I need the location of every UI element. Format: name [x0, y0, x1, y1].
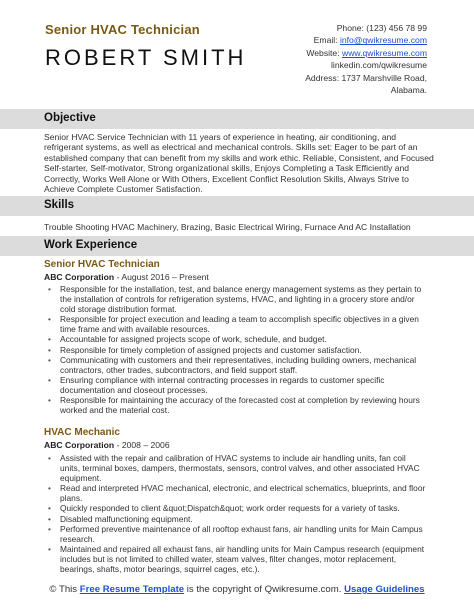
footer-middle: is the copyright of Qwikresume.com. — [184, 584, 345, 595]
objective-band — [0, 109, 474, 129]
list-item: • Maintained and repaired all exhaust fans, air handling units for Main Campus research (equipment includes but is not limited to chilled water, steam valves, filter changes, motor replacement, bearings, shafts, motor bearings, squirrel cages, etc.). — [48, 544, 428, 574]
job-1-title: Senior HVAC Technician — [44, 259, 160, 270]
list-item: • Assisted with the repair and calibration of HVAC systems to include air handling units, fan coil units, terminal boxes, dampers, thermostats, sensors, control valves, and other associated HVAC equipment. — [48, 453, 428, 483]
website-line — [197, 47, 427, 59]
linkedin-line: linkedin.com/qwikresume — [331, 60, 427, 71]
job-2-company: ABC Corporation — [44, 440, 115, 450]
job-1-duties — [48, 284, 428, 415]
job-1-company: ABC Corporation — [44, 272, 115, 282]
work-experience-heading: Work Experience — [44, 239, 138, 251]
footer-prefix: © This — [49, 584, 80, 595]
job-2-dates: - 2008 – 2006 — [114, 440, 170, 450]
skills-band — [0, 196, 474, 216]
website-label: Website: — [306, 47, 342, 58]
list-item: • Communicating with customers and their representatives, including building owners, mechanical contractors, other trades, subcontractors, and field support staff. — [48, 355, 428, 375]
website-link[interactable]: www.qwikresume.com — [341, 47, 427, 58]
list-item: • Quickly responded to client &quot;Dispatch&quot; work order requests for a variety of tasks. — [48, 503, 428, 513]
objective-text: Senior HVAC Service Technician with 11 years of experience in heating, air conditioning, and refrigerant systems, as well as electrical and mechanical controls. Skills set: Eager to be part of an established company that can benefit from my skills and work ethic. Reliable, Consistent, and Focused Self-starter, Self-motivator, Strong organizational skills, Enjoys Completing a Task Efficiently and Correctly, Works Well Alone or With Others, Excellent Conflict Resolution Skills, Always Strive to Achieve Complete Customer Satisfaction. — [44, 132, 434, 195]
list-item: • Responsible for maintaining the accuracy of the forecasted cost at completion by reviewing hours worked and the material cost. — [48, 395, 428, 415]
address-line-2: Alabama. — [390, 85, 427, 96]
free-resume-template-link[interactable]: Free Resume Template — [79, 584, 185, 595]
contact-block — [197, 22, 427, 96]
list-item: • Accountable for assigned projects scope of work, schedule, and budget. — [48, 334, 428, 344]
email-line — [197, 34, 427, 46]
objective-heading: Objective — [44, 112, 96, 124]
list-item: • Read and interpreted HVAC mechanical, electronic, and electrical schematics, blueprints, and floor plans. — [48, 483, 428, 503]
email-link[interactable]: info@qwikresume.com — [339, 35, 427, 46]
address-line-1: Address: 1737 Marshville Road, — [305, 72, 427, 83]
job-1-company-line — [44, 272, 209, 282]
list-item: • Ensuring compliance with internal contracting processes in regards to customer specific documentation and closeout processes. — [48, 375, 428, 395]
job-2-title: HVAC Mechanic — [44, 427, 120, 438]
list-item: • Performed preventive maintenance of all rooftop exhaust fans, air handling units for Main Campus research. — [48, 524, 428, 544]
copyright-footer — [0, 584, 474, 596]
list-item: • Responsible for project execution and leading a team to accomplish specific objectives in a given time frame and with available resources. — [48, 314, 428, 334]
job-2-company-line — [44, 440, 170, 450]
job-1-dates: - August 2016 – Present — [114, 272, 209, 282]
job-title: Senior HVAC Technician — [45, 22, 200, 37]
resume-header — [0, 0, 474, 104]
job-2-duties — [48, 453, 428, 574]
list-item: • Disabled malfunctioning equipment. — [48, 514, 428, 524]
skills-heading: Skills — [44, 199, 75, 211]
work-experience-band — [0, 236, 474, 256]
phone-line: Phone: (123) 456 78 99 — [336, 23, 427, 33]
skills-text: Trouble Shooting HVAC Machinery, Brazing, Basic Electrical Wiring, Furnace And AC Installation — [44, 222, 411, 232]
email-label: Email: — [313, 35, 340, 46]
candidate-name: ROBERT SMITH — [45, 45, 247, 70]
usage-guidelines-link[interactable]: Usage Guidelines — [344, 584, 425, 595]
list-item: • Responsible for timely completion of assigned projects and customer satisfaction. — [48, 345, 428, 355]
list-item: • Responsible for the installation, test, and balance energy management systems as they pertain to the installation of controls for refrigeration systems, HVAC, and lighting in a grocery store and/or cold storage distribution format. — [48, 284, 428, 314]
